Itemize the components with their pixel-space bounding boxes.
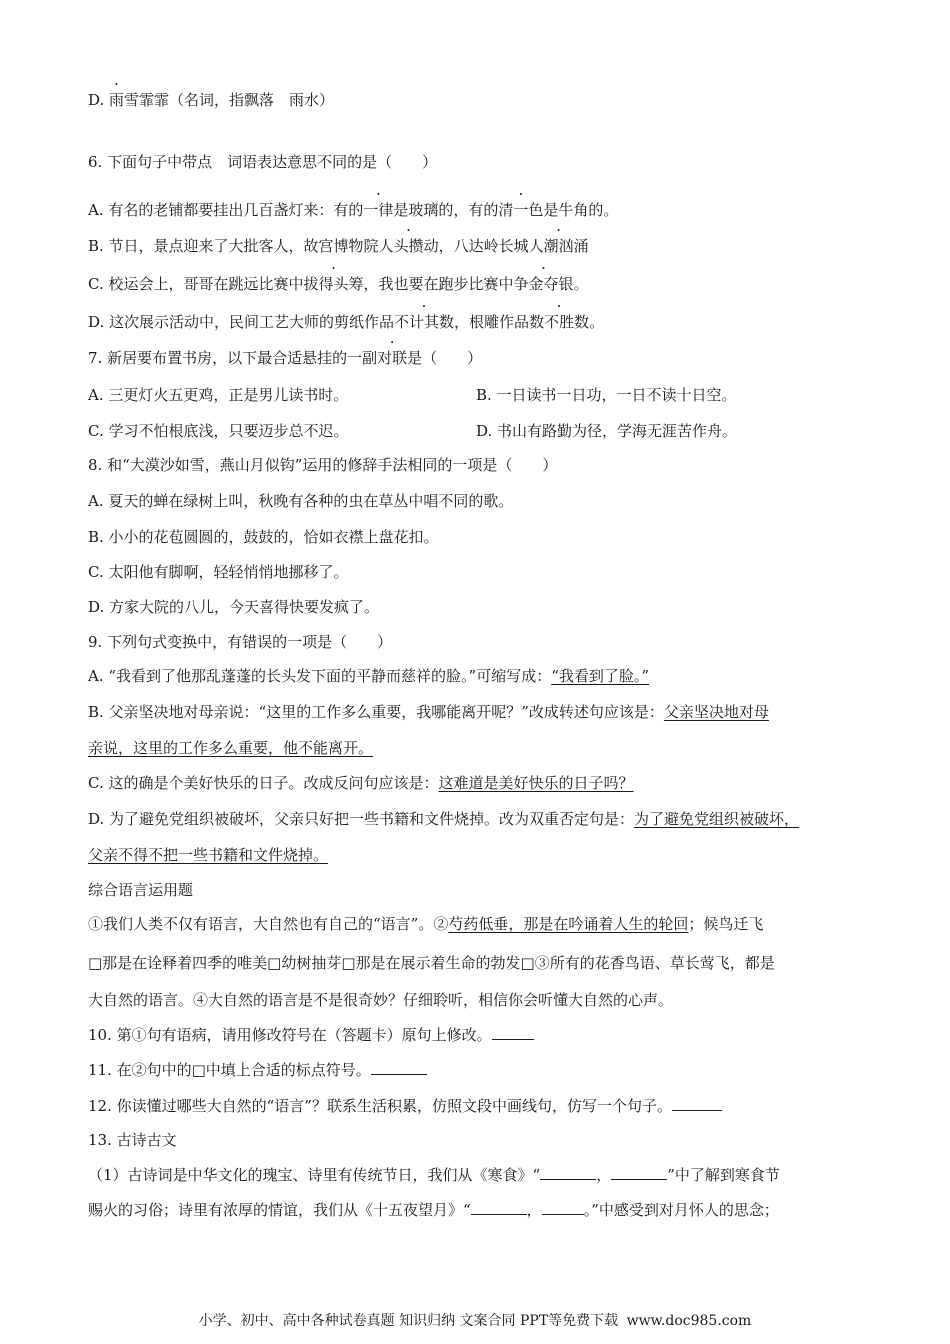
underlined-answer: 为了避免党组织被破坏，: [634, 810, 800, 828]
q9-option-b-cont: [88, 738, 373, 758]
dotted-word: 清一色: [498, 201, 544, 219]
q11: [88, 1060, 427, 1080]
passage-line-2: □那是在诠释着四季的唯美□幼树抽芽□那是在展示着生命的勃发□③所有的花香鸟语、草长莺飞，都是: [88, 954, 775, 972]
option-text: B. 父亲坚决地对母亲说：“这里的工作多么重要，我哪能离开呢？”改成转述句应该是：: [88, 703, 664, 721]
option-text: 。: [573, 275, 589, 293]
option-text: 是玻璃的，有的: [393, 201, 499, 219]
stem-text: 7. 新居要布置书房，以下最合适悬挂的一副: [88, 349, 378, 367]
q6-option-c: [88, 274, 589, 294]
option-text: D. 为了避免党组织被破坏，父亲只好把一些书籍和文件烧掉。改为双重否定句是：: [88, 810, 635, 828]
dotted-word: 不计其数: [394, 313, 455, 331]
q8-stem: 8. 和“大漠沙如雪，燕山月似钩”运用的修辞手法相同的一项是（ ）: [88, 456, 558, 474]
q6-option-d: [88, 312, 604, 332]
footer-text: 小学、初中、高中各种试卷真题 知识归纳 文案合同 PPT等免费下载: [198, 1313, 619, 1329]
q7-stem: [88, 348, 482, 368]
q7-option-d: D. 书山有路勤为径，学海无涯苦作舟。: [476, 422, 738, 440]
q7-option-c: C. 学习不怕根底浅，只要迈步总不迟。: [88, 422, 349, 440]
question-text: ，: [526, 1201, 542, 1219]
option-text: C. 校运会上，哥哥在跳远比赛中: [88, 275, 304, 293]
answer-blank[interactable]: [471, 1200, 527, 1215]
q12: [88, 1096, 722, 1116]
q9-option-c: [88, 773, 634, 793]
dotted-word: 一律: [363, 201, 394, 219]
page-footer: [0, 1310, 950, 1330]
dotted-word: 人潮汹涌: [528, 237, 589, 255]
q6-option-b: [88, 236, 589, 256]
question-text: ”中了解到寒食节: [667, 1166, 780, 1184]
q10: [88, 1025, 534, 1045]
passage-line-1: [88, 914, 763, 934]
q8-option-b: B. 小小的花苞圆圆的，鼓鼓的，恰如衣襟上盘花扣。: [88, 528, 439, 546]
q8-option-d: D. 方家大院的八儿，今天喜得快要发疯了。: [88, 598, 380, 616]
answer-blank[interactable]: [542, 1200, 584, 1215]
option-text: C. 这的确是个美好快乐的日子。改成反问句应该是：: [88, 774, 439, 792]
q8-option-c: C. 太阳他有脚啊，轻轻悄悄地挪移了。: [88, 563, 349, 581]
option-text: 。: [589, 313, 605, 331]
question-text: （1）古诗词是中华文化的瑰宝、诗里有传统节日，我们从《寒食》“: [88, 1166, 541, 1184]
option-text: D. 这次展示活动中，民间工艺大师的剪纸作品: [88, 313, 395, 331]
passage-text: ；候鸟迁飞: [688, 915, 764, 933]
answer-blank[interactable]: [611, 1165, 667, 1180]
footer-link[interactable]: www.doc985.com: [626, 1313, 752, 1329]
option-text: ，八达岭长城: [438, 237, 529, 255]
q6-stem: 6. 下面句子中带点 词语表达意思不同的是（ ）: [88, 153, 438, 171]
q9-stem: 9. 下列句式变换中，有错误的一项是（ ）: [88, 633, 393, 651]
stem-text: 是（ ）: [407, 349, 483, 367]
answer-blank[interactable]: [371, 1060, 427, 1075]
q9-option-d-cont: [88, 845, 328, 865]
dotted-word: 对联: [377, 349, 408, 367]
q6-option-a: [88, 200, 618, 220]
underlined-answer: 父亲不得不把一些书籍和文件烧掉。: [88, 846, 329, 864]
dotted-word: 争金夺银: [513, 275, 574, 293]
option-text: 是牛角的。: [543, 201, 619, 219]
question-text: 11. 在②句中的□中填上合适的标点符号。: [88, 1061, 371, 1079]
q9-option-d: [88, 809, 799, 829]
passage-line-3: 大自然的语言。④大自然的语言是不是很奇妙？仔细聆听，相信你会听懂大自然的心声。: [88, 991, 674, 1009]
option-text: ，我也要在跑步比赛中: [363, 275, 514, 293]
q13-line-1: [88, 1165, 780, 1185]
answer-blank[interactable]: [492, 1025, 534, 1040]
dotted-word: 人头攒动: [378, 237, 439, 255]
option-prefix: D.: [88, 91, 110, 109]
q8-option-a: A. 夏天的蝉在绿树上叫，秋晚有各种的虫在草丛中唱不同的歌。: [88, 492, 514, 510]
question-text: 。”中感受到对月怀人的思念；: [583, 1201, 779, 1219]
q9-option-b: [88, 702, 769, 722]
q7-option-a: A. 三更灯火五更鸡，正是男儿读书时。: [88, 386, 349, 404]
option-text: 雪霏霏（名词，指飘落 雨水）: [124, 91, 335, 109]
underlined-answer: 这难道是美好快乐的日子吗？: [438, 774, 634, 792]
q9-option-a: [88, 666, 649, 686]
q13-line-2: [88, 1200, 779, 1220]
option-text: A. 有名的老铺都要挂出几百盏灯来：有的: [88, 201, 364, 219]
dotted-word: 拔得头筹: [303, 275, 364, 293]
q5-option-d: [88, 90, 334, 110]
q13-title: 13. 古诗古文: [88, 1131, 177, 1149]
question-text: 赐火的习俗；诗里有浓厚的情谊，我们从《十五夜望月》“: [88, 1201, 471, 1219]
option-text: ，根雕作品: [454, 313, 530, 331]
q7-option-b: B. 一日读书一日功，一日不读十日空。: [476, 386, 737, 404]
underlined-sentence: 芍药低垂，那是在吟诵着人生的轮回: [448, 915, 689, 933]
underlined-answer: 亲说，这里的工作多么重要，他不能离开。: [88, 739, 374, 757]
option-text: B. 节日，景点迎来了大批客人，故宫博物院: [88, 237, 379, 255]
underlined-answer: “我看到了脸。”: [551, 667, 650, 685]
dotted-word: 数不胜数: [529, 313, 590, 331]
question-text: ，: [596, 1166, 612, 1184]
underlined-answer: 父亲坚决地对母: [663, 703, 769, 721]
answer-blank[interactable]: [540, 1165, 596, 1180]
section-title: 综合语言运用题: [88, 881, 194, 899]
answer-blank[interactable]: [672, 1096, 722, 1111]
question-text: 12. 你读懂过哪些大自然的“语言”？联系生活积累，仿照文段中画线句，仿写一个句子。: [88, 1097, 672, 1115]
option-text: A. “我看到了他那乱蓬蓬的长头发下面的平静而慈祥的脸。”可缩写成：: [88, 667, 552, 685]
passage-text: ①我们人类不仅有语言，大自然也有自己的“语言”。②: [88, 915, 449, 933]
dotted-char: 雨: [109, 91, 125, 109]
question-text: 10. 第①句有语病，请用修改符号在（答题卡）原句上修改。: [88, 1026, 492, 1044]
